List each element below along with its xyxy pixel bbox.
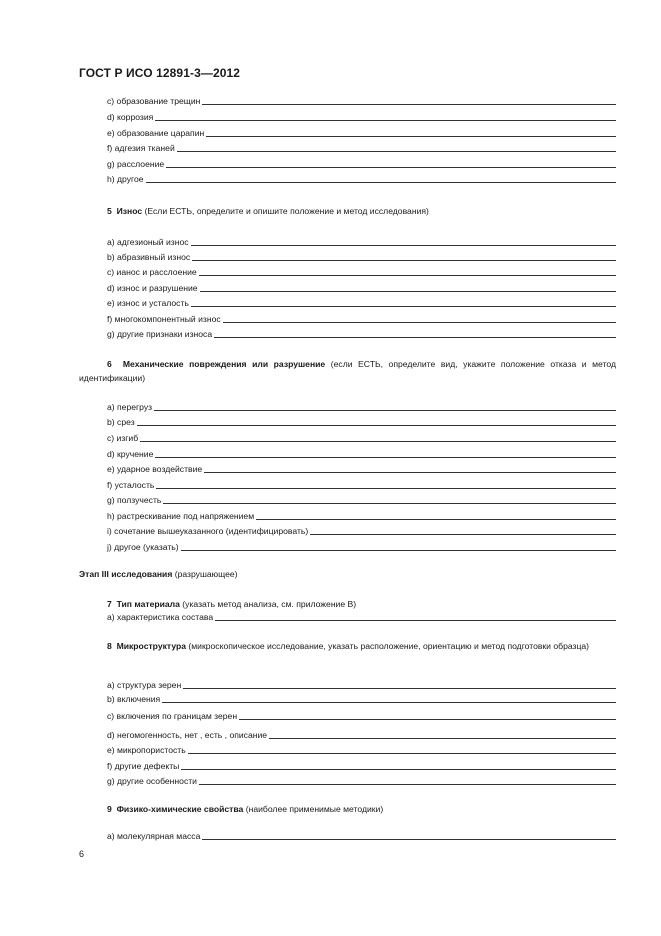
list-item [107,415,616,427]
list-item [107,265,616,277]
section-description: (наиболее применимые методики) [243,804,384,814]
section-description: (если ЕСТЬ, определите вид, укажите положение отказа и метод идентификации) [79,359,616,383]
fill-line[interactable] [183,679,616,689]
fill-line[interactable] [215,611,616,621]
fill-line[interactable] [200,282,616,292]
list-item [107,493,616,505]
list-item [107,678,616,690]
fill-line[interactable] [162,693,616,703]
list-item [107,610,616,622]
list-item [107,126,616,138]
fill-line[interactable] [214,328,616,338]
fill-line[interactable] [204,463,616,473]
section-description: (микроскопическое исследование, указать расположение, ориентацию и метод подготовки образца) [186,641,590,651]
list-item [107,235,616,247]
item-label: f) усталость [107,480,155,490]
item-label: h) растрескивание под напряжением [107,511,255,521]
section-title: Механические повреждения или разрушение [122,359,326,369]
section-9-heading [79,802,616,816]
item-label: a) адгезионый износ [107,237,189,247]
item-label: d) износ и разрушение [107,283,198,293]
section-description: (указать метод анализа, см. приложение В) [179,599,357,609]
fill-line[interactable] [166,158,616,168]
section-title: Тип материала [116,599,180,609]
item-label: a) перегруз [107,402,153,412]
list-item [107,709,616,721]
item-label: d) негомогенность, нет , есть , описание [107,730,268,740]
section-description: (Если ЕСТЬ, определите и опишите положение и метод исследования) [142,206,429,216]
section-number: 9 [107,804,112,814]
item-label: g) другие особенности [107,776,197,786]
section-7-heading [79,597,616,611]
list-item [107,94,616,106]
list-item [107,141,616,153]
section-8-heading [79,639,616,653]
item-label: c) образование трещин [107,96,201,106]
fill-line[interactable] [223,313,616,323]
item-label: f) многокомпонентный износ [107,314,221,324]
item-label: b) включения [107,694,161,704]
item-label: c) ианос и расслоение [107,267,197,277]
section-title: Износ [116,206,143,216]
list-item [107,296,616,308]
section-6-heading [79,357,616,385]
list-item [107,327,616,339]
item-label: a) структура зерен [107,680,182,690]
list-item [107,743,616,755]
item-label: c) изгиб [107,433,139,443]
item-label: c) включения по границам зерен [107,711,238,721]
fill-line[interactable] [177,142,616,152]
item-label: j) другое (указать) [107,542,179,552]
stage-title: Этап III исследования [79,569,173,579]
item-label: e) образование царапин [107,128,205,138]
fill-line[interactable] [181,541,616,551]
fill-line[interactable] [181,760,616,770]
list-item [107,157,616,169]
page-number: 6 [79,849,85,859]
item-label: d) коррозия [107,112,154,122]
fill-line[interactable] [202,95,616,105]
fill-line[interactable] [155,448,616,458]
list-item [107,524,616,536]
list-item [107,172,616,184]
section-title: Физико-химические свойства [116,804,244,814]
fill-line[interactable] [154,401,616,411]
section-number: 6 [107,359,112,369]
fill-line[interactable] [191,236,616,246]
item-label: i) сочетание вышеуказанного (идентифицировать) [107,526,309,536]
list-item [107,829,616,841]
fill-line[interactable] [256,510,616,520]
list-item [107,312,616,324]
fill-line[interactable] [188,744,616,754]
fill-line[interactable] [206,127,616,137]
list-item [107,509,616,521]
fill-line[interactable] [146,173,616,183]
stage-description: (разрушающее) [172,569,238,579]
item-label: e) микропористость [107,745,186,755]
fill-line[interactable] [199,775,616,785]
fill-line[interactable] [163,494,616,504]
item-label: g) расслоение [107,159,165,169]
list-item [107,110,616,122]
item-label: f) адгезия тканей [107,143,175,153]
section-number: 8 [107,641,112,651]
fill-line[interactable] [156,479,616,489]
item-label: a) характеристика состава [107,612,214,622]
fill-line[interactable] [191,297,616,307]
list-item [107,728,616,740]
fill-line[interactable] [192,251,616,261]
fill-line[interactable] [137,416,616,426]
list-item [107,462,616,474]
list-item [107,759,616,771]
fill-line[interactable] [310,525,616,535]
section-number: 5 [107,206,112,216]
item-label: g) другие признаки износа [107,329,213,339]
list-item [107,281,616,293]
stage-3-heading [79,567,616,581]
section-5-heading [79,204,616,218]
fill-line[interactable] [202,830,616,840]
item-label: e) износ и усталость [107,298,189,308]
list-item [107,692,616,704]
list-item [107,540,616,552]
item-label: g) ползучесть [107,495,162,505]
fill-line[interactable] [239,710,616,720]
list-item [107,400,616,412]
document-header: ГОСТ Р ИСО 12891-3—2012 [79,66,241,80]
item-label: h) другое [107,174,144,184]
list-item [107,431,616,443]
list-item [107,447,616,459]
list-item [107,478,616,490]
item-label: a) молекулярная масса [107,831,201,841]
fill-line[interactable] [269,729,616,739]
item-label: b) абразивный износ [107,252,191,262]
section-number: 7 [107,599,112,609]
item-label: e) ударное воздействие [107,464,203,474]
fill-line[interactable] [140,432,616,442]
item-label: f) другие дефекты [107,761,180,771]
list-item [107,250,616,262]
fill-line[interactable] [155,111,616,121]
section-title: Микроструктура [116,641,187,651]
list-item [107,774,616,786]
item-label: d) кручение [107,449,154,459]
fill-line[interactable] [199,266,616,276]
item-label: b) срез [107,417,135,427]
